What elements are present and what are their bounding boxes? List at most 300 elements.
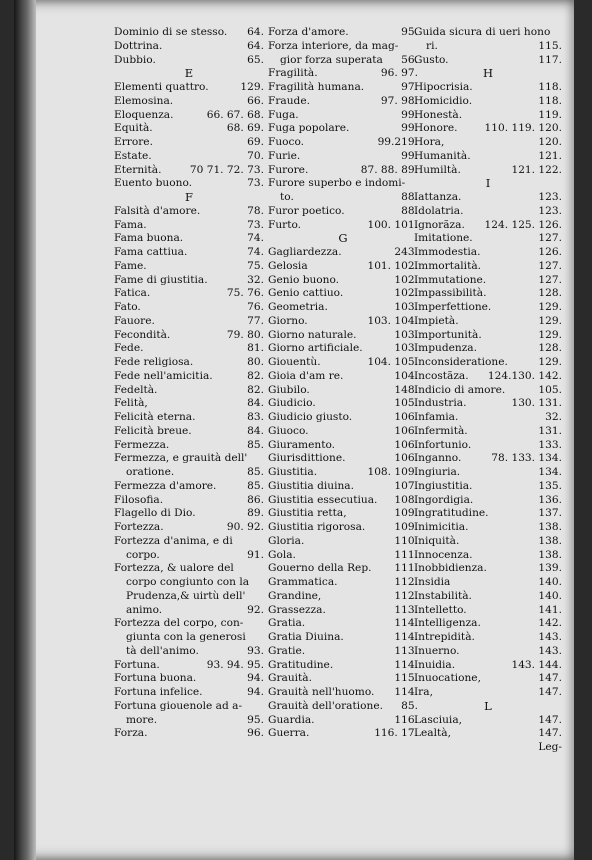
index-entry: [114, 370, 264, 384]
entry-pages: 86.: [247, 493, 264, 506]
index-entry: [268, 67, 418, 81]
entry-term: Hipocrisia.: [414, 81, 473, 93]
entry-term: Genio buono.: [268, 273, 340, 286]
entry-pages: 103.: [394, 342, 418, 355]
entry-pages: 93.: [247, 644, 264, 657]
entry-pages: 106.: [394, 452, 418, 465]
index-entry: [268, 274, 418, 288]
entry-pages: 119.: [538, 108, 562, 121]
entry-term: Inuocatione,: [414, 672, 481, 685]
entry-pages: 123.: [538, 191, 562, 203]
index-letter-heading: [414, 67, 562, 81]
entry-term: Grammatica.: [268, 576, 338, 588]
index-entry: [414, 219, 562, 233]
index-entry: [414, 370, 562, 384]
index-entry: [268, 370, 418, 384]
catchword-text: Leg-: [538, 741, 562, 753]
index-column-3: [414, 26, 562, 755]
entry-term: Gratie.: [268, 644, 306, 657]
index-entry: [414, 384, 562, 398]
index-entry: [268, 54, 418, 68]
entry-pages: 120.: [538, 136, 562, 148]
entry-term: Immutatione.: [414, 273, 487, 286]
entry-pages: 81.: [247, 342, 264, 355]
entry-pages: 110. 119. 120.: [484, 122, 562, 135]
entry-pages: 147.: [538, 727, 562, 740]
entry-term: Dottrina.: [114, 39, 163, 52]
entry-pages: 96.: [247, 727, 264, 740]
index-entry: [268, 191, 418, 205]
index-entry: [414, 425, 562, 439]
entry-pages: 78.: [247, 204, 264, 217]
entry-pages: 80.: [247, 356, 264, 368]
entry-term: Guardia.: [268, 713, 315, 726]
entry-pages: 243.: [394, 246, 418, 258]
entry-term: Forza interiore, da mag-: [268, 39, 399, 52]
index-entry: [114, 521, 264, 535]
entry-term: Humanità.: [414, 149, 471, 162]
index-entry: [114, 714, 264, 728]
index-entry: [268, 329, 418, 343]
entry-pages: 114.: [394, 631, 418, 643]
entry-term: Giudicio giusto.: [268, 411, 353, 423]
entry-term: Prudenza,& uirtù dell': [126, 589, 246, 602]
entry-term: Inuidia.: [414, 658, 456, 671]
entry-term: Fuoco.: [268, 136, 305, 148]
entry-pages: 124. 125. 126.: [484, 218, 562, 231]
index-column-2: [268, 26, 418, 741]
entry-term: Inimicitia.: [414, 521, 469, 533]
entry-pages: 101. 102.: [367, 259, 418, 272]
entry-pages: 74.: [247, 246, 264, 258]
entry-term: Fede religiosa.: [114, 356, 194, 368]
entry-pages: 147.: [538, 686, 562, 698]
index-entry: [268, 260, 418, 274]
index-entry: [114, 672, 264, 686]
entry-pages: 114.: [394, 686, 418, 698]
entry-pages: 114.: [394, 658, 418, 671]
index-entry: [414, 109, 562, 123]
entry-term: Furie.: [268, 149, 301, 162]
entry-term: Gola.: [268, 548, 296, 561]
index-entry: [268, 425, 418, 439]
entry-term: Fortezza del corpo, con-: [114, 617, 244, 630]
index-entry: [268, 562, 418, 576]
entry-term: Dubbio.: [114, 53, 156, 66]
index-entry: [114, 645, 264, 659]
entry-pages: 64.: [247, 39, 264, 52]
entry-term: Giustitia rigorosa.: [268, 521, 366, 533]
entry-term: Fato.: [114, 301, 141, 313]
index-entry: [114, 480, 264, 494]
entry-term: Grassezza.: [268, 603, 326, 616]
entry-term: Honore.: [414, 122, 458, 135]
entry-pages: 99.219.: [377, 136, 418, 148]
entry-pages: 131.: [538, 424, 562, 437]
entry-pages: 75.: [247, 259, 264, 272]
index-entry: [414, 631, 562, 645]
entry-pages: 118.: [538, 94, 562, 107]
index-entry: [114, 329, 264, 343]
index-entry: [114, 260, 264, 274]
index-entry: [414, 576, 562, 590]
entry-pages: 88.: [401, 191, 418, 203]
entry-term: Immortalità.: [414, 259, 482, 272]
entry-term: Fermezza d'amore.: [114, 479, 217, 492]
entry-term: Homicidio.: [414, 94, 473, 107]
entry-pages: 66.: [247, 94, 264, 107]
index-entry: [114, 109, 264, 123]
entry-term: Giudicio.: [268, 397, 316, 410]
entry-term: Furore superbo e indomi-: [268, 177, 406, 190]
entry-pages: 90. 92.: [226, 521, 264, 533]
entry-pages: 128.: [538, 342, 562, 355]
index-entry: [114, 549, 264, 563]
entry-term: Insidia: [414, 576, 451, 588]
index-entry: [268, 439, 418, 453]
entry-pages: 137.: [538, 507, 562, 520]
entry-pages: 77.: [247, 314, 264, 327]
entry-pages: 83.: [247, 411, 264, 423]
entry-pages: 84.: [247, 397, 264, 410]
index-entry: [114, 356, 264, 370]
entry-term: corpo congiunto con la: [126, 576, 250, 588]
entry-term: Forza.: [114, 727, 148, 740]
index-entry: [414, 40, 562, 54]
index-entry: [268, 95, 418, 109]
entry-pages: 32.: [545, 411, 562, 423]
entry-term: Eternità.: [114, 163, 162, 176]
entry-term: Guerra.: [268, 727, 310, 740]
entry-term: Equità.: [114, 122, 153, 135]
index-letter-heading: [268, 232, 418, 246]
entry-term: Fortuna infelice.: [114, 686, 203, 698]
entry-pages: 123.: [538, 204, 562, 217]
entry-term: Giustitia essecutiua.: [268, 493, 378, 506]
index-entry: [114, 631, 264, 645]
index-entry: [414, 26, 562, 40]
index-entry: [268, 150, 418, 164]
index-entry: [114, 397, 264, 411]
entry-term: Grandine,: [268, 589, 322, 602]
entry-pages: 76.: [247, 301, 264, 313]
entry-term: Eloquenza.: [114, 108, 174, 121]
entry-pages: 97.: [401, 81, 418, 93]
index-entry: [114, 659, 264, 673]
index-entry: [114, 507, 264, 521]
index-entry: [268, 342, 418, 356]
index-entry: [114, 590, 264, 604]
entry-pages: 135.: [538, 479, 562, 492]
entry-term: Fraude.: [268, 94, 310, 107]
entry-term: Grauità.: [268, 672, 312, 685]
entry-pages: 130. 131.: [511, 397, 562, 410]
entry-term: corpo.: [126, 548, 160, 561]
entry-term: Fortezza.: [114, 521, 164, 533]
entry-term: Furto.: [268, 218, 302, 231]
index-entry: [268, 631, 418, 645]
index-entry: [114, 150, 264, 164]
index-entry: [414, 659, 562, 673]
entry-pages: 82.: [247, 369, 264, 382]
index-entry: [114, 452, 264, 466]
entry-pages: 68. 69.: [226, 122, 264, 135]
index-entry: [268, 356, 418, 370]
entry-pages: 139.: [538, 562, 562, 575]
entry-pages: 126.: [538, 246, 562, 258]
index-entry: [114, 439, 264, 453]
entry-term: Fecondità.: [114, 328, 171, 341]
entry-pages: 99.: [401, 149, 418, 162]
entry-pages: 108.: [394, 493, 418, 506]
entry-pages: 143. 144.: [511, 658, 562, 671]
entry-term: Intrepidità.: [414, 631, 475, 643]
index-letter-heading: [414, 700, 562, 714]
index-entry: [114, 40, 264, 54]
entry-term: Euento buono.: [114, 177, 193, 190]
index-entry: [414, 81, 562, 95]
entry-term: Errore.: [114, 136, 153, 148]
entry-term: Flagello di Dio.: [114, 507, 196, 520]
index-entry: [414, 315, 562, 329]
entry-term: Ingratitudine.: [414, 507, 489, 520]
entry-term: Felicità eterna.: [114, 411, 196, 423]
index-entry: [268, 549, 418, 563]
entry-term: Fama cattiua.: [114, 246, 188, 258]
index-entry: [114, 576, 264, 590]
entry-pages: 112.: [394, 576, 418, 588]
entry-term: Ingiustitia.: [414, 479, 473, 492]
index-entry: [414, 301, 562, 315]
index-entry: [414, 507, 562, 521]
index-entry: [414, 136, 562, 150]
index-entry: [114, 384, 264, 398]
entry-pages: 85.: [247, 479, 264, 492]
entry-term: Inobbidienza.: [414, 562, 487, 575]
index-entry: [414, 439, 562, 453]
entry-pages: 147.: [538, 672, 562, 685]
index-entry: [114, 700, 264, 714]
index-entry: [268, 411, 418, 425]
entry-term: Industria.: [414, 397, 467, 410]
entry-pages: 140.: [538, 589, 562, 602]
entry-pages: 102.: [394, 273, 418, 286]
entry-term: Innocenza.: [414, 548, 473, 561]
entry-pages: 143.: [538, 631, 562, 643]
index-entry: [114, 342, 264, 356]
entry-term: Infamia.: [414, 411, 459, 423]
entry-pages: 121.: [538, 149, 562, 162]
index-entry: [268, 700, 418, 714]
entry-pages: 147.: [538, 713, 562, 726]
entry-pages: 70.: [247, 149, 264, 162]
entry-term: Gusto.: [414, 53, 449, 66]
entry-term: Inganno.: [414, 452, 462, 465]
index-entry: [414, 549, 562, 563]
index-entry: [114, 287, 264, 301]
index-entry: [114, 686, 264, 700]
catchword: [414, 741, 562, 755]
entry-pages: 140.: [538, 576, 562, 588]
index-entry: [414, 562, 562, 576]
entry-pages: 93. 94. 95.: [206, 658, 264, 671]
index-entry: [114, 219, 264, 233]
entry-term: Gouerno della Rep.: [268, 562, 372, 575]
index-entry: [268, 604, 418, 618]
entry-pages: 138.: [538, 534, 562, 547]
entry-term: Fame di giustitia.: [114, 273, 208, 286]
entry-term: Furore.: [268, 163, 309, 176]
entry-term: Grauità dell'oratione.: [268, 699, 383, 712]
entry-pages: 143.: [538, 644, 562, 657]
entry-term: ri.: [426, 39, 438, 52]
entry-term: giunta con la generosi: [126, 631, 246, 643]
index-entry: [414, 329, 562, 343]
heading-letter: F: [185, 190, 193, 204]
index-entry: [414, 521, 562, 535]
index-entry: [414, 122, 562, 136]
book-page: [14, 0, 574, 860]
entry-term: Gratia.: [268, 617, 306, 630]
entry-pages: 75. 76.: [226, 287, 264, 300]
index-entry: [114, 95, 264, 109]
index-entry: [268, 315, 418, 329]
entry-pages: 56.: [401, 53, 418, 66]
index-entry: [414, 342, 562, 356]
entry-term: gior forza superata: [280, 53, 383, 66]
entry-term: Inconsideratione.: [414, 356, 508, 368]
entry-pages: 115.: [538, 39, 562, 52]
index-entry: [268, 81, 418, 95]
index-entry: [268, 164, 418, 178]
entry-pages: 114.: [394, 617, 418, 630]
index-entry: [114, 604, 264, 618]
entry-pages: 133.: [538, 438, 562, 451]
index-entry: [414, 260, 562, 274]
entry-pages: 118.: [538, 81, 562, 93]
entry-pages: 88.: [401, 204, 418, 217]
entry-term: Ingordigia.: [414, 493, 474, 506]
entry-term: Fede nell'amicitia.: [114, 369, 213, 382]
heading-letter: H: [482, 66, 494, 81]
entry-term: Fermezza, e grauità dell': [114, 452, 248, 465]
index-entry: [268, 521, 418, 535]
index-entry: [114, 535, 264, 549]
index-entry: [414, 54, 562, 68]
index-entry: [114, 26, 264, 40]
entry-pages: 138.: [538, 548, 562, 561]
entry-pages: 74.: [247, 232, 264, 245]
entry-term: Elementi quattro.: [114, 81, 209, 93]
index-entry: [268, 301, 418, 315]
entry-term: Gloria.: [268, 534, 305, 547]
entry-pages: 142.: [538, 617, 562, 630]
entry-term: Fama.: [114, 218, 147, 231]
entry-term: Imitatione.: [414, 232, 473, 245]
entry-pages: 138.: [538, 521, 562, 533]
entry-term: Lasciuia,: [414, 713, 463, 726]
entry-pages: 129.: [538, 356, 562, 368]
index-entry: [414, 604, 562, 618]
index-entry: [114, 246, 264, 260]
entry-term: Giorno artificiale.: [268, 342, 363, 355]
entry-term: Fuga popolare.: [268, 122, 350, 135]
index-entry: [414, 617, 562, 631]
entry-pages: 97. 98.: [380, 94, 418, 107]
entry-pages: 115.: [394, 672, 418, 685]
index-entry: [114, 164, 264, 178]
entry-term: Ira,: [414, 686, 433, 698]
index-letter-heading: [114, 67, 264, 81]
index-entry: [114, 81, 264, 95]
index-entry: [414, 287, 562, 301]
entry-term: Fede.: [114, 342, 144, 355]
entry-pages: 134.: [538, 466, 562, 478]
entry-pages: 117.: [538, 53, 562, 66]
heading-letter: G: [338, 231, 348, 246]
heading-letter: I: [485, 176, 491, 191]
entry-term: Grauità nell'huomo.: [268, 686, 375, 698]
index-entry: [414, 672, 562, 686]
entry-term: Fatica.: [114, 287, 151, 300]
index-entry: [414, 150, 562, 164]
entry-pages: 112.: [394, 589, 418, 602]
entry-pages: 32.: [247, 273, 264, 286]
index-entry: [268, 507, 418, 521]
index-entry: [268, 136, 418, 150]
entry-term: oratione.: [126, 466, 175, 478]
entry-term: Guida sicura di ueri hono: [414, 26, 551, 38]
index-entry: [268, 287, 418, 301]
index-entry: [268, 219, 418, 233]
index-entry: [114, 177, 264, 191]
index-entry: [114, 205, 264, 219]
entry-term: Infortunio.: [414, 438, 472, 451]
index-entry: [114, 425, 264, 439]
entry-pages: 73.: [247, 177, 264, 190]
index-entry: [414, 95, 562, 109]
entry-pages: 66. 67. 68.: [206, 108, 264, 121]
index-entry: [414, 164, 562, 178]
entry-term: Idolatria.: [414, 204, 464, 217]
entry-pages: 113.: [394, 644, 418, 657]
entry-term: Giustitia diuina.: [268, 479, 354, 492]
entry-term: Ingiuria.: [414, 466, 461, 478]
entry-term: Impudenza.: [414, 342, 477, 355]
entry-pages: 82.: [247, 383, 264, 396]
index-entry: [268, 535, 418, 549]
entry-term: Instabilità.: [414, 589, 472, 602]
entry-term: Fedeltà.: [114, 383, 158, 396]
entry-term: Incostãza.: [414, 369, 469, 382]
entry-pages: 116.: [394, 713, 418, 726]
entry-term: Gioia d'am re.: [268, 369, 344, 382]
entry-pages: 103. 104.: [367, 314, 418, 327]
entry-pages: 111.: [394, 562, 418, 575]
index-entry: [414, 397, 562, 411]
index-entry: [268, 397, 418, 411]
index-entry: [268, 672, 418, 686]
entry-term: Gagliardezza.: [268, 246, 342, 258]
entry-pages: 124.130. 142.: [487, 369, 562, 382]
index-entry: [114, 136, 264, 150]
entry-pages: 110.: [394, 534, 418, 547]
entry-pages: 85.: [247, 438, 264, 451]
index-entry: [414, 246, 562, 260]
entry-pages: 103.: [394, 328, 418, 341]
entry-term: Fuga.: [268, 108, 299, 121]
index-entry: [268, 659, 418, 673]
